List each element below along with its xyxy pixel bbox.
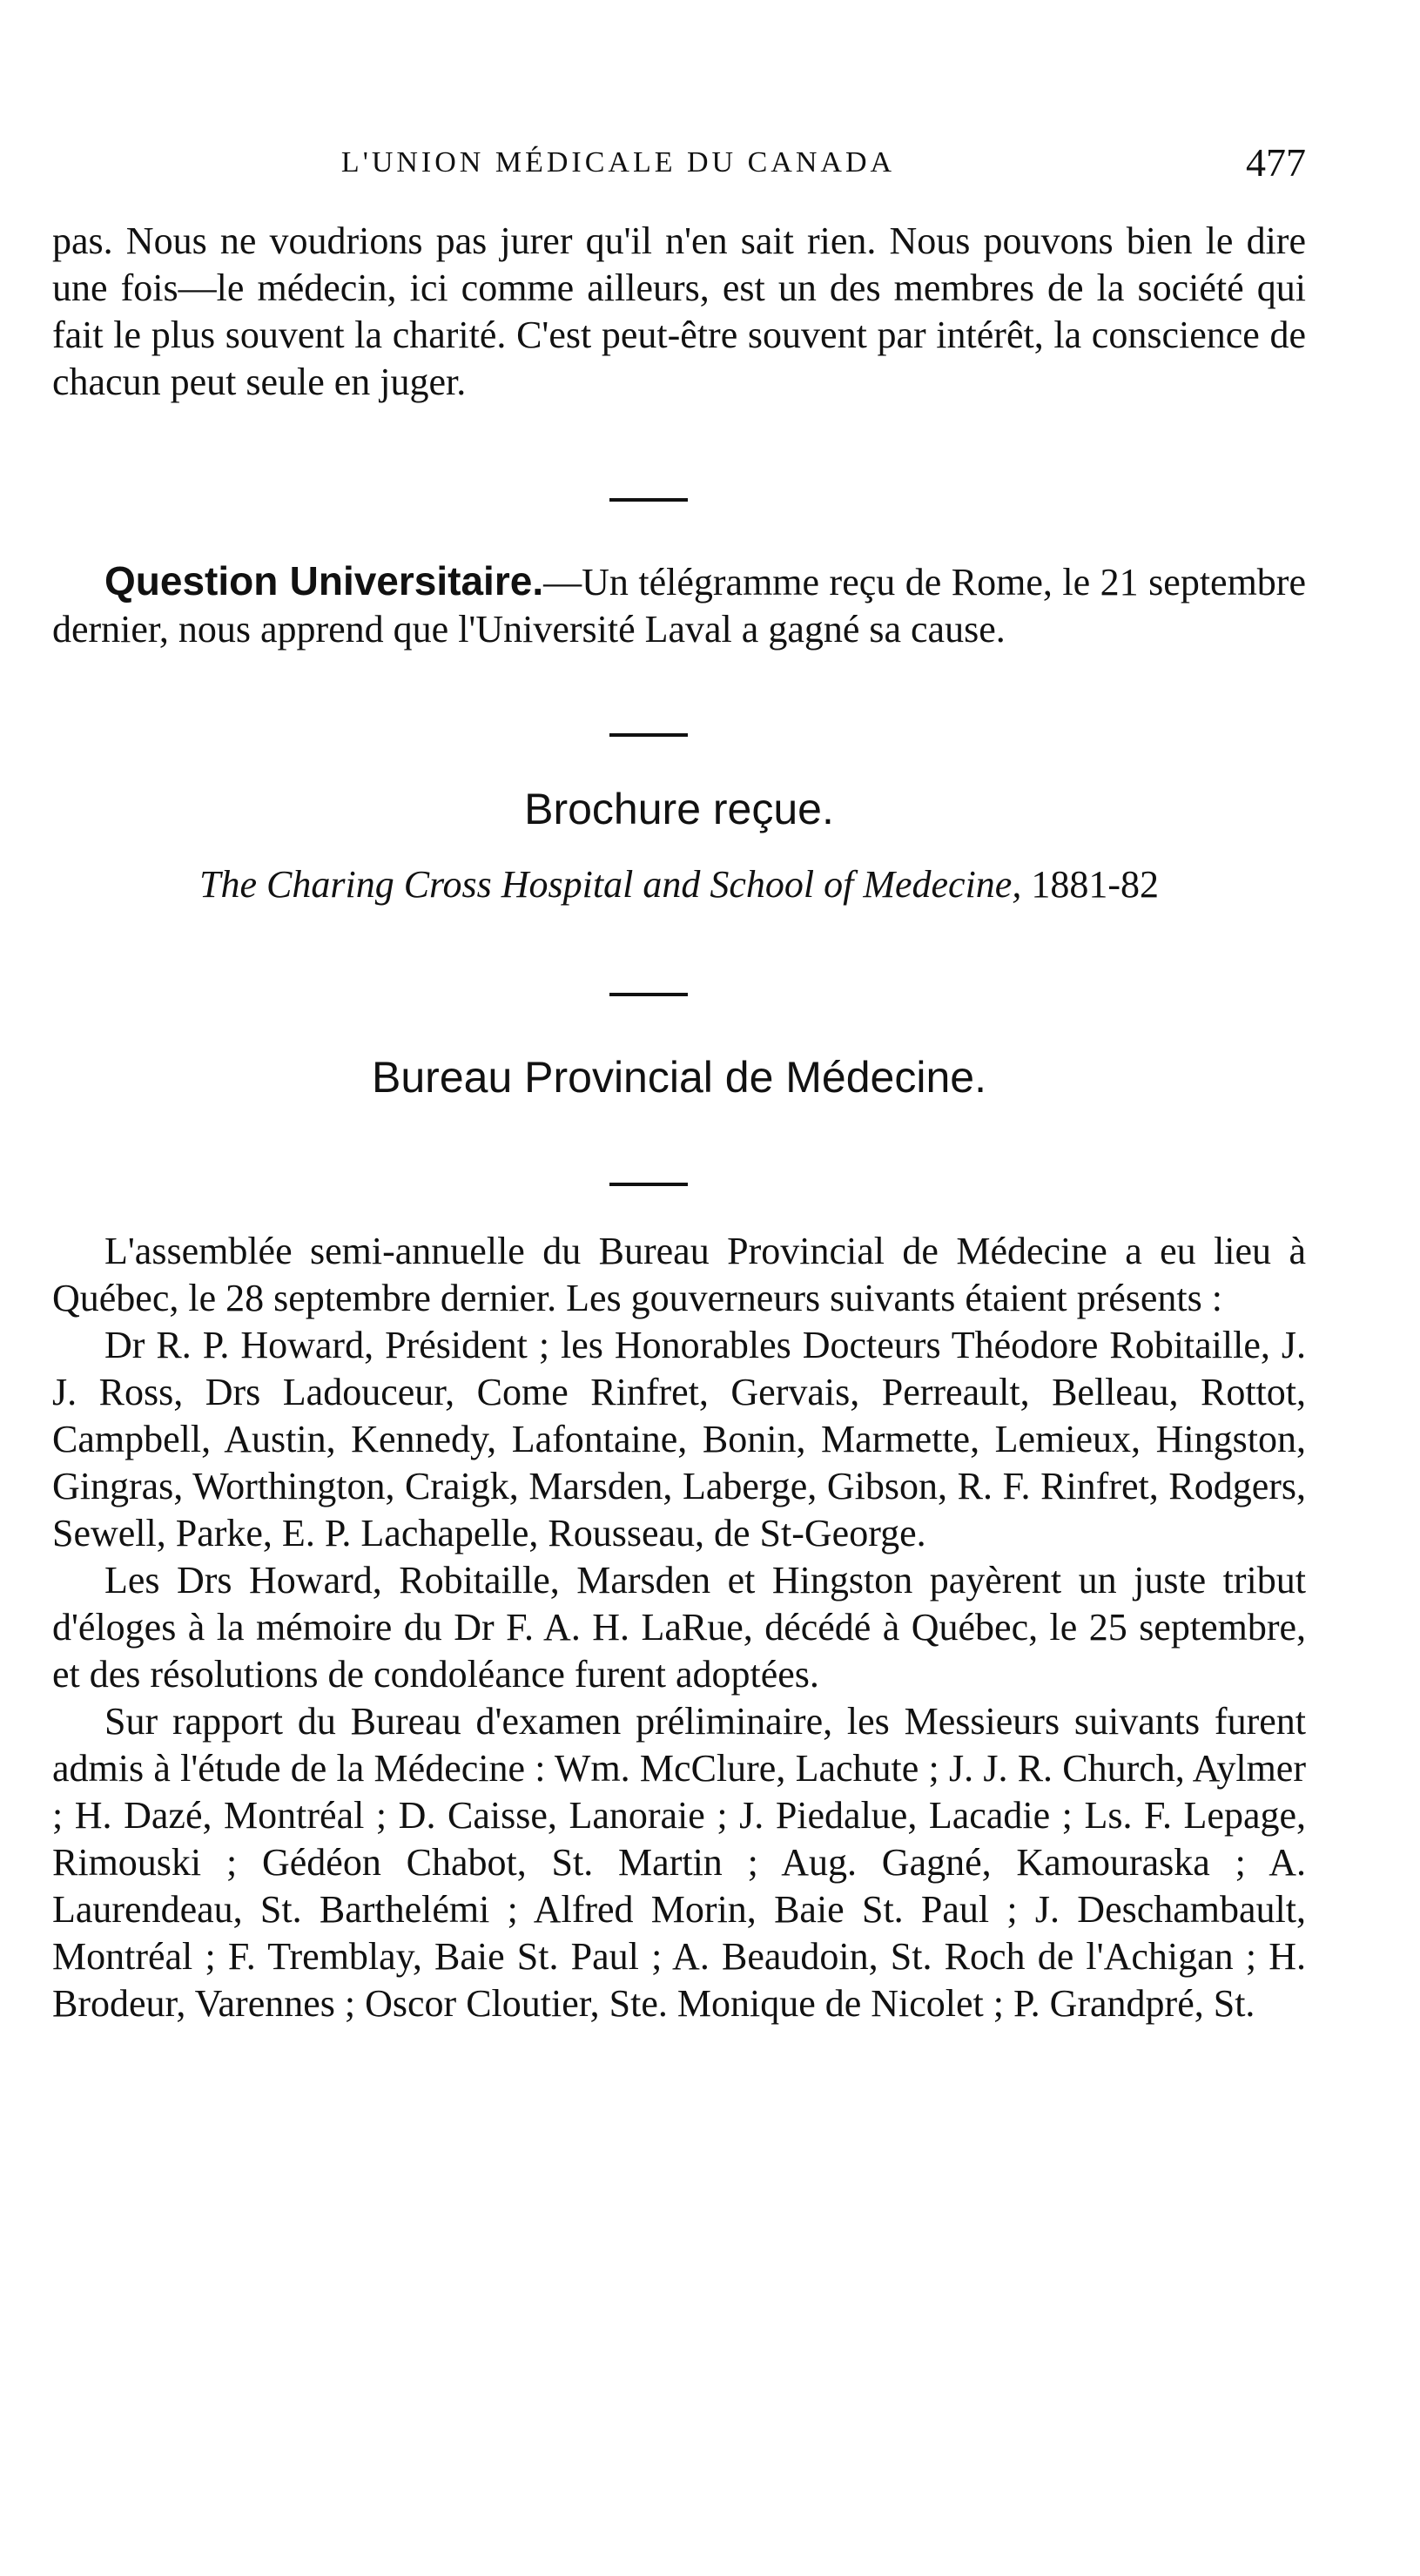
question-universitaire-text xyxy=(52,557,1306,653)
bureau-paragraph: Dr R. P. Howard, Président ; les Honorables Docteurs Théodore Robitaille, J. J. Ross, Drs Ladouceur, Come Rinfret, Gervais, Perreault, Belleau, Rottot, Campbell, Austin, Kennedy, Lafontaine, Bonin, Marmette, Lemieux, Hingston, Gingras, Worthington, Craigk, Marsden, Laberge, Gibson, R. F. Rinfret, Rodgers, Sewell, Parke, E. P. Lachapelle, Rousseau, de St-George. xyxy=(52,1324,1306,1554)
brochure-citation-title: The Charing Cross Hospital and School of Medecine, xyxy=(199,863,1022,906)
bureau-paragraph: Les Drs Howard, Robitaille, Marsden et Hingston payèrent un juste tribut d'éloges à la mémoire du Dr F. A. H. LaRue, décédé à Québec, le 25 septembre, et des résolutions de condoléance furent adoptées. xyxy=(52,1559,1306,1696)
brochure-citation xyxy=(52,862,1306,907)
brochure-heading: Brochure reçue. xyxy=(524,785,834,833)
question-universitaire-paragraph xyxy=(52,557,1306,653)
section-divider xyxy=(609,733,688,737)
bureau-paragraph: L'assemblée semi-annuelle du Bureau Provincial de Médecine a eu lieu à Québec, le 28 septembre dernier. Les gouverneurs suivants étaient présents : xyxy=(52,1230,1306,1319)
question-universitaire-lead: Question Universitaire. xyxy=(104,558,544,604)
opening-paragraph-text: pas. Nous ne voudrions pas jurer qu'il n'en sait rien. Nous pouvons bien le dire une fois—le médecin, ici comme ailleurs, est un des membres de la société qui fait le plus souvent la charité. C'est peut-être souvent par intérêt, la conscience de chacun peut seule en juger. xyxy=(52,219,1306,403)
brochure-citation-years: 1881-82 xyxy=(1021,863,1159,906)
page-number: 477 xyxy=(1246,140,1306,185)
section-divider xyxy=(609,498,688,502)
question-universitaire-body: —Un télégramme reçu de Rome, le 21 septembre dernier, nous apprend que l'Université Laval a gagné sa cause. xyxy=(52,561,1306,651)
running-header xyxy=(52,139,1306,192)
journal-title: L'UNION MÉDICALE DU CANADA xyxy=(340,146,896,179)
section-divider xyxy=(609,1183,688,1186)
section-divider xyxy=(609,993,688,996)
opening-paragraph xyxy=(52,218,1306,406)
bureau-heading: Bureau Provincial de Médecine. xyxy=(372,1053,986,1102)
bureau-paragraph: Sur rapport du Bureau d'examen préliminaire, les Messieurs suivants furent admis à l'étude de la Médecine : Wm. McClure, Lachute ; J. J. R. Church, Aylmer ; H. Dazé, Montréal ; D. Caisse, Lanoraie ; J. Piedalue, Lacadie ; Ls. F. Lepage, Rimouski ; Gédéon Chabot, St. Martin ; Aug. Gagné, Kamouraska ; A. Laurendeau, St. Barthelémi ; Alfred Morin, Baie St. Paul ; J. Deschambault, Montréal ; F. Tremblay, Baie St. Paul ; A. Beaudoin, St. Roch de l'Achigan ; H. Brodeur, Varennes ; Oscor Cloutier, Ste. Monique de Nicolet ; P. Grandpré, St. xyxy=(52,1700,1306,2025)
bureau-body xyxy=(52,1228,1306,2027)
